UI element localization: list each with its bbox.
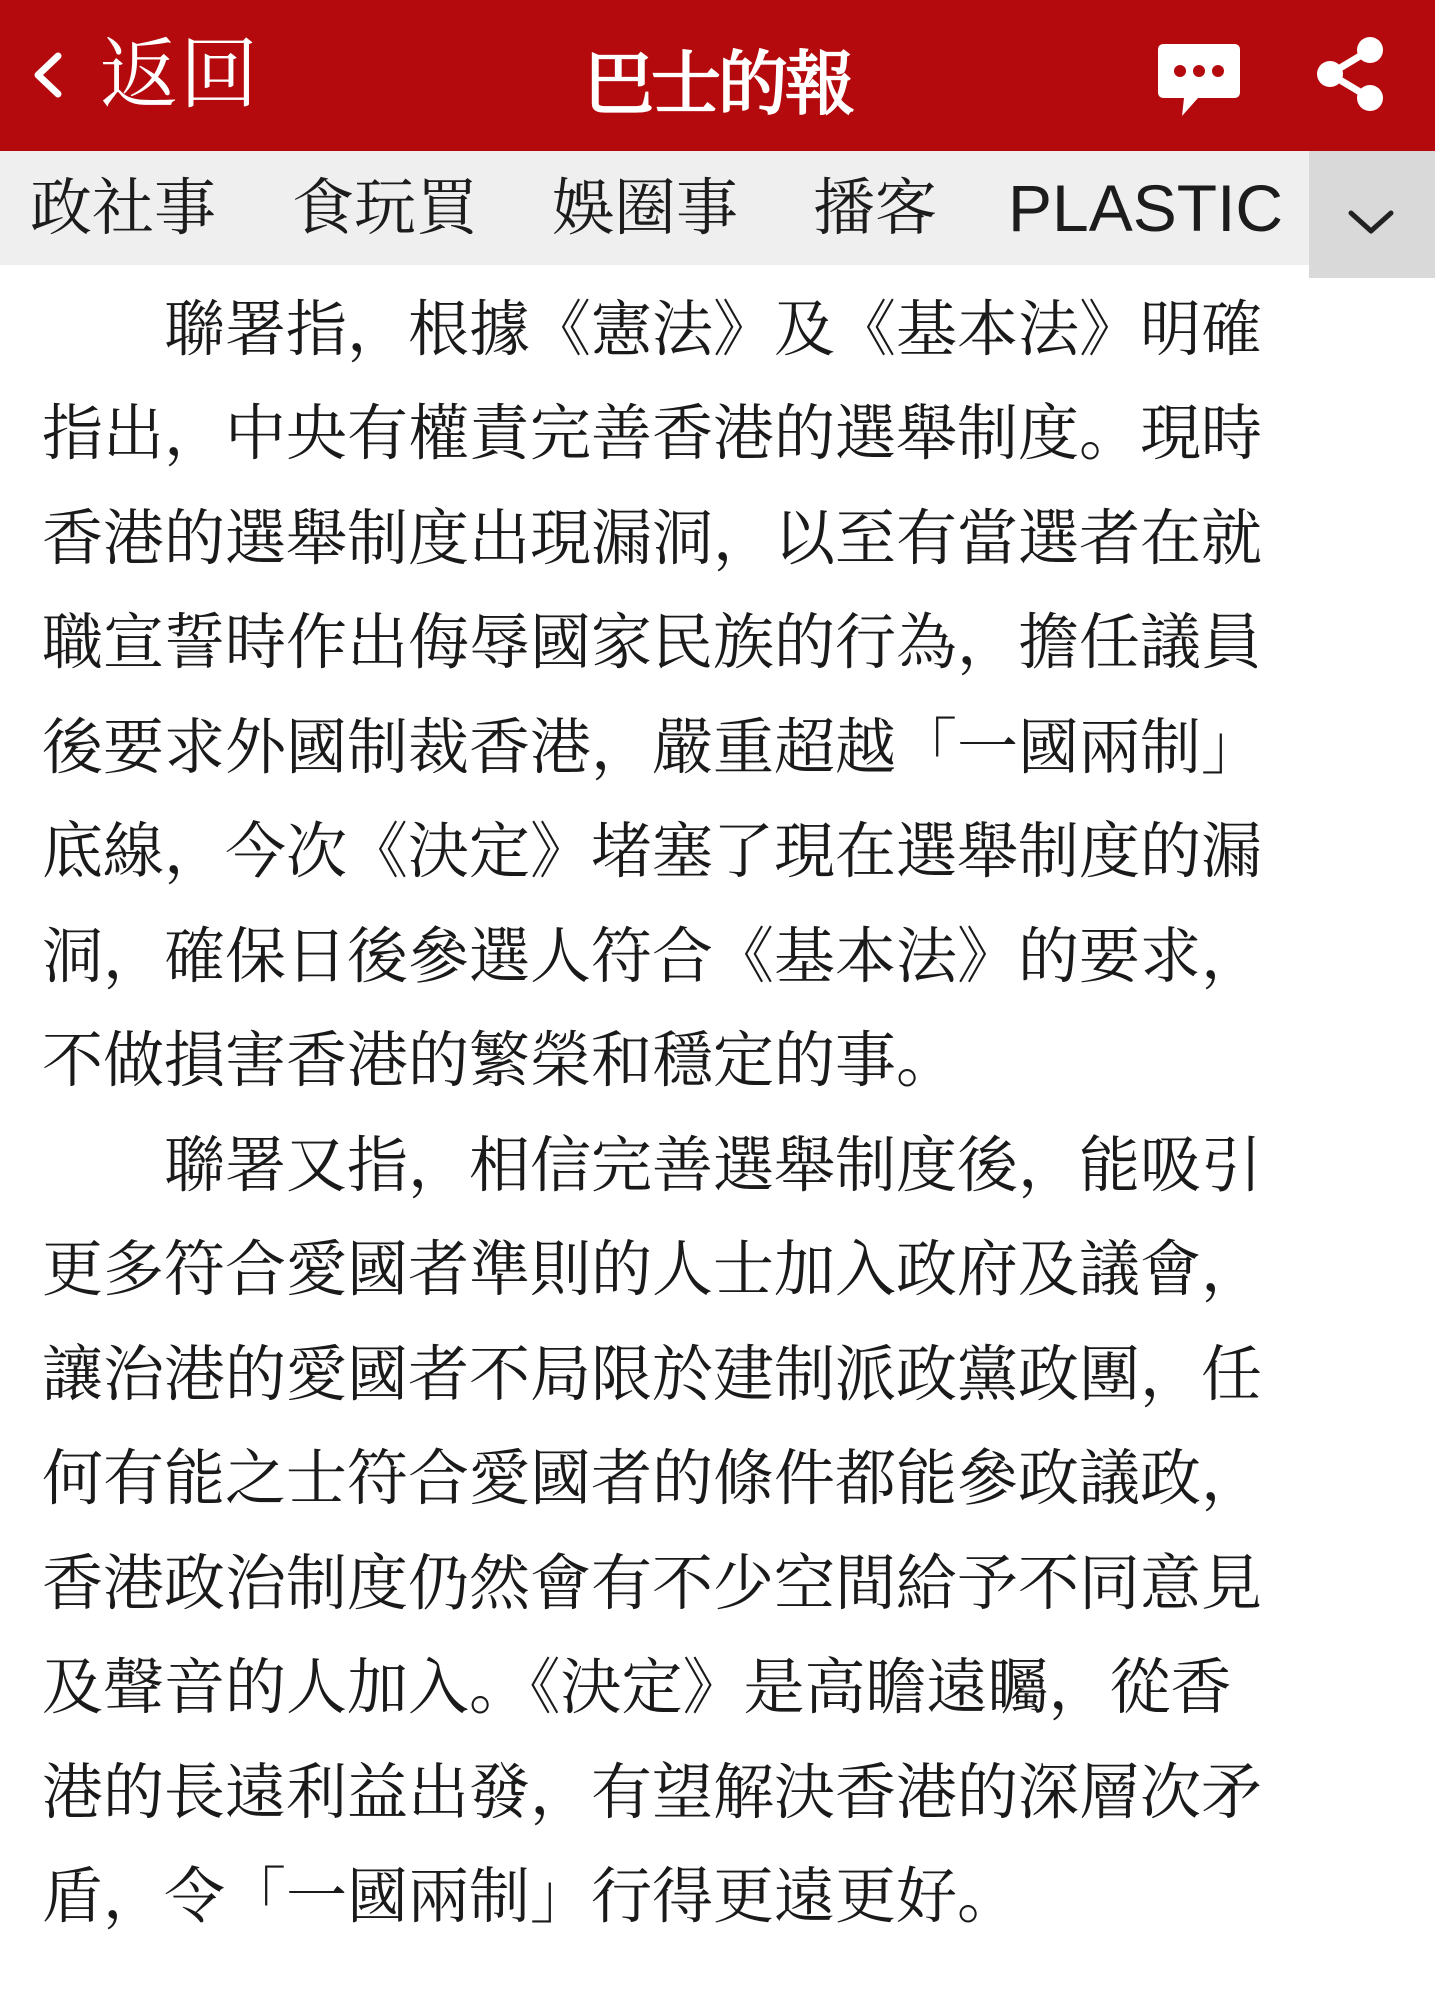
chevron-left-icon bbox=[30, 50, 66, 100]
share-icon bbox=[1314, 36, 1386, 112]
article-line: 不做損害香港的繁榮和穩定的事。 bbox=[42, 1025, 958, 1096]
tab-podcast[interactable]: 播客 bbox=[813, 171, 938, 244]
article-line: 底線，今次《決定》堵塞了現在選舉制度的漏 bbox=[42, 816, 1263, 887]
article-line: 盾，令「一國兩制」行得更遠更好。 bbox=[42, 1861, 1019, 1932]
top-bar bbox=[0, 0, 1435, 151]
article-line: 香港的選舉制度出現漏洞，以至有當選者在就 bbox=[42, 503, 1263, 574]
article-line: 洞，確保日後參選人符合《基本法》的要求， bbox=[42, 921, 1263, 992]
tab-plastic[interactable]: PLASTIC bbox=[1008, 171, 1284, 245]
share-button[interactable] bbox=[1314, 36, 1386, 112]
article-line: 聯署指，根據《憲法》及《基本法》明確 bbox=[42, 294, 1263, 365]
comment-button[interactable] bbox=[1156, 40, 1242, 120]
brand-logo: 巴士的報 bbox=[584, 42, 852, 125]
article-line: 何有能之士符合愛國者的條件都能參政議政， bbox=[42, 1443, 1263, 1514]
article-line: 香港政治制度仍然會有不少空間給予不同意見 bbox=[42, 1548, 1263, 1619]
tab-food-fun-shopping[interactable]: 食玩買 bbox=[292, 171, 479, 244]
article-line: 港的長遠利益出發，有望解決香港的深層次矛 bbox=[42, 1757, 1263, 1828]
chevron-down-icon bbox=[1346, 207, 1396, 237]
tab-entertainment[interactable]: 娛圈事 bbox=[552, 171, 739, 244]
back-button[interactable] bbox=[30, 30, 260, 120]
article-line: 讓治港的愛國者不局限於建制派政黨政團，任 bbox=[42, 1339, 1263, 1410]
article-line: 更多符合愛國者準則的人士加入政府及議會， bbox=[42, 1234, 1263, 1305]
article-line: 聯署又指，相信完善選舉制度後，能吸引 bbox=[42, 1130, 1263, 1201]
category-nav bbox=[0, 151, 1435, 265]
back-label: 返回 bbox=[100, 30, 261, 120]
article-line: 指出，中央有權責完善香港的選舉制度。現時 bbox=[42, 398, 1263, 469]
comment-icon bbox=[1156, 40, 1242, 120]
tab-politics-society[interactable]: 政社事 bbox=[30, 171, 217, 244]
article-line: 及聲音的人加入。《決定》是高瞻遠矚，從香 bbox=[42, 1652, 1232, 1723]
category-more-button[interactable] bbox=[1309, 151, 1435, 278]
article-line: 職宣誓時作出侮辱國家民族的行為，擔任議員 bbox=[42, 607, 1263, 678]
article-line: 後要求外國制裁香港，嚴重超越「一國兩制」 bbox=[42, 712, 1263, 783]
